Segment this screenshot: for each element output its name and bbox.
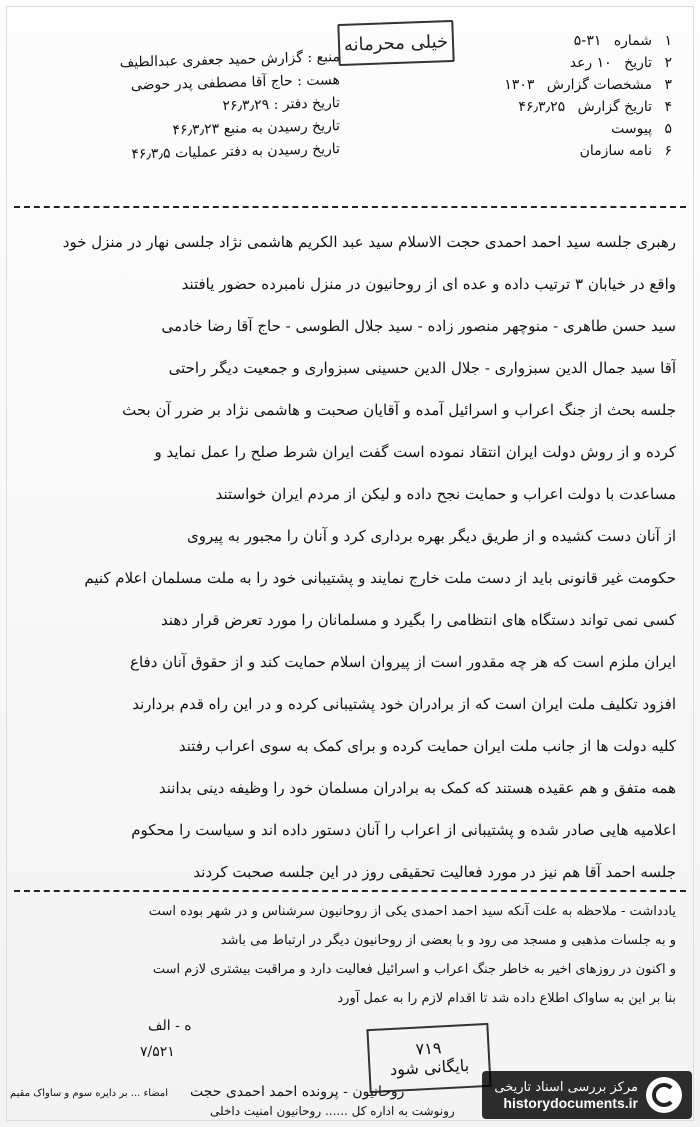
form-field bbox=[482, 74, 672, 96]
field-number: ۴ bbox=[664, 99, 672, 115]
body-line: مساعدت با دولت اعراب و حمایت نجح داده و لیکن از مردم ایران خواستند bbox=[215, 485, 676, 503]
field-number: ۵ bbox=[664, 121, 672, 137]
field-value: ۱۰ رعد bbox=[569, 55, 612, 71]
meta-line: تاریخ دفتر : ۲۶٫۳٫۲۹ bbox=[222, 95, 341, 115]
body-line: رهبری جلسه سید احمد احمدی حجت الاسلام سید عبد الکریم هاشمی نژاد جلسی نهار در منزل خود bbox=[62, 233, 676, 251]
body-line: کرده و از روش دولت ایران انتقاد نموده است گفت ایران شرط صلح را عمل نماید و bbox=[154, 443, 676, 461]
form-field bbox=[482, 52, 672, 74]
report-body bbox=[28, 222, 676, 894]
meta-line: منبع : گزارش حمید جعفری عبدالطیف bbox=[119, 49, 341, 71]
body-line: جلسه احمد آقا هم نیز در مورد فعالیت تحقیقی روز در این جلسه صحبت کردند bbox=[193, 863, 676, 881]
note-line: و به جلسات مذهبی و مسجد می رود و با بعضی از روحانیون دیگر در ارتباط می باشد bbox=[220, 933, 676, 948]
field-value: ۱۳۰۳ bbox=[504, 77, 535, 93]
archive-number: ۷۱۹ bbox=[415, 1038, 442, 1059]
reference-mark: ۷/۵۲۱ bbox=[140, 1044, 175, 1060]
notes-divider bbox=[14, 890, 686, 892]
meta-line: هست : حاج آقا مصطفی پدر حوضی bbox=[130, 72, 341, 94]
body-line: کلیه دولت ها از جانب ملت ایران حمایت کرده و برای کمک به سوی اعراب رفتند bbox=[178, 737, 676, 755]
field-label: تاریخ bbox=[624, 55, 653, 71]
form-field bbox=[482, 118, 672, 140]
body-line: جلسه بحث از جنگ اعراب و اسرائیل آمده و آقایان صحبت و هاشمی نژاد بر ضرر آن بحث bbox=[122, 401, 676, 419]
watermark-url: historydocuments.ir bbox=[503, 1094, 638, 1111]
classification-stamp: خیلی محرمانه bbox=[337, 20, 454, 66]
field-number: ۱ bbox=[664, 33, 672, 49]
document-header bbox=[0, 0, 700, 200]
archive-logo-icon bbox=[646, 1077, 682, 1113]
field-number: ۶ bbox=[664, 143, 672, 159]
body-line: ایران ملزم است که هر چه مقدور است از پیروان اسلام حمایت کند و از حقوق آنان دفاع bbox=[130, 653, 676, 671]
form-field bbox=[482, 30, 672, 52]
body-line: اعلامیه هایی صادر شده و پشتیبانی از اعراب را آنان دستور داده اند و سیاست را محکوم bbox=[131, 821, 676, 839]
body-line: کسی نمی تواند دستگاه های انتظامی را بگیرد و مسلمانان را مورد تعرض قرار دهند bbox=[160, 611, 676, 629]
form-fields bbox=[482, 30, 672, 162]
archive-stamp bbox=[366, 1023, 491, 1093]
archive-label: بایگانی شود bbox=[389, 1055, 470, 1080]
field-value: ۴۶٫۳٫۲۵ bbox=[518, 99, 566, 115]
field-label: پیوست bbox=[611, 121, 653, 137]
field-number: ۳ bbox=[664, 77, 672, 93]
body-line: از آنان دست کشیده و از طریق دیگر بهره برداری کرد و آنان را مجبور به پیروی bbox=[187, 527, 676, 545]
distribution-line: رونوشت به اداره کل ...... روحانیون امنیت داخلی bbox=[210, 1104, 455, 1118]
watermark-text bbox=[494, 1080, 638, 1111]
field-label: نامه سازمان bbox=[579, 143, 653, 159]
header-divider bbox=[14, 206, 686, 208]
form-field bbox=[482, 96, 672, 118]
body-line: واقع در خیابان ۳ ترتیب داده و عده ای از روحانیون در منزل نامبرده حضور یافتند bbox=[181, 275, 676, 293]
watermark-title: مرکز بررسی اسناد تاریخی bbox=[494, 1079, 638, 1095]
corner-note: امضاء ... بر دایره سوم و ساواک مقیم bbox=[10, 1088, 169, 1099]
field-label: تاریخ گزارش bbox=[577, 99, 653, 115]
source-meta bbox=[40, 50, 340, 165]
distribution-line: روحانیون - پرونده احمد احمدی حجت bbox=[190, 1084, 405, 1100]
body-line: سید حسن طاهری - منوچهر منصور زاده - سید جلال الطوسی - حاج آقا رضا خادمی bbox=[161, 317, 676, 335]
note-line: یادداشت - ملاحظه به علت آنکه سید احمد احمدی یکی از روحانیون سرشناس و در شهر بوده است bbox=[148, 904, 676, 919]
field-value: ۳۱-۵ bbox=[573, 33, 602, 49]
field-label: شماره bbox=[613, 33, 653, 49]
form-field bbox=[482, 140, 672, 162]
report-notes bbox=[28, 898, 676, 1014]
body-line: حکومت غیر قانونی باید از دست ملت خارج نمایند و پشتیبانی خود را به ملت مسلمان اعلام کنیم bbox=[84, 569, 676, 587]
meta-line: تاریخ رسیدن به دفتر عملیات ۴۶٫۳٫۵ bbox=[131, 141, 341, 163]
body-line: آقا سید جمال الدین سبزواری - جلال الدین حسینی سبزواری و جمعیت دیگر راحتی bbox=[168, 359, 676, 377]
signature-initials: ه - الف bbox=[148, 1018, 192, 1034]
field-number: ۲ bbox=[664, 55, 672, 71]
field-label: مشخصات گزارش bbox=[546, 77, 653, 93]
meta-line: تاریخ رسیدن به منبع ۴۶٫۳٫۲۳ bbox=[172, 118, 341, 139]
archive-watermark bbox=[482, 1071, 692, 1119]
body-line: همه متفق و هم عقیده هستند که کمک به برادران مسلمان خود را وظیفه دینی بدانند bbox=[158, 779, 676, 797]
body-line: افزود تکلیف ملت ایران است که از برادران خود پشتیبانی کرده و در این راه قدم بردارند bbox=[132, 695, 676, 713]
note-line: بنا بر این به ساواک اطلاع داده شد تا اقدام لازم را به عمل آورد bbox=[337, 991, 676, 1006]
note-line: و اکنون در روزهای اخیر به خاطر جنگ اعراب و اسرائیل فعالیت دارد و مراقبت بیشتری لازم است bbox=[152, 962, 676, 977]
